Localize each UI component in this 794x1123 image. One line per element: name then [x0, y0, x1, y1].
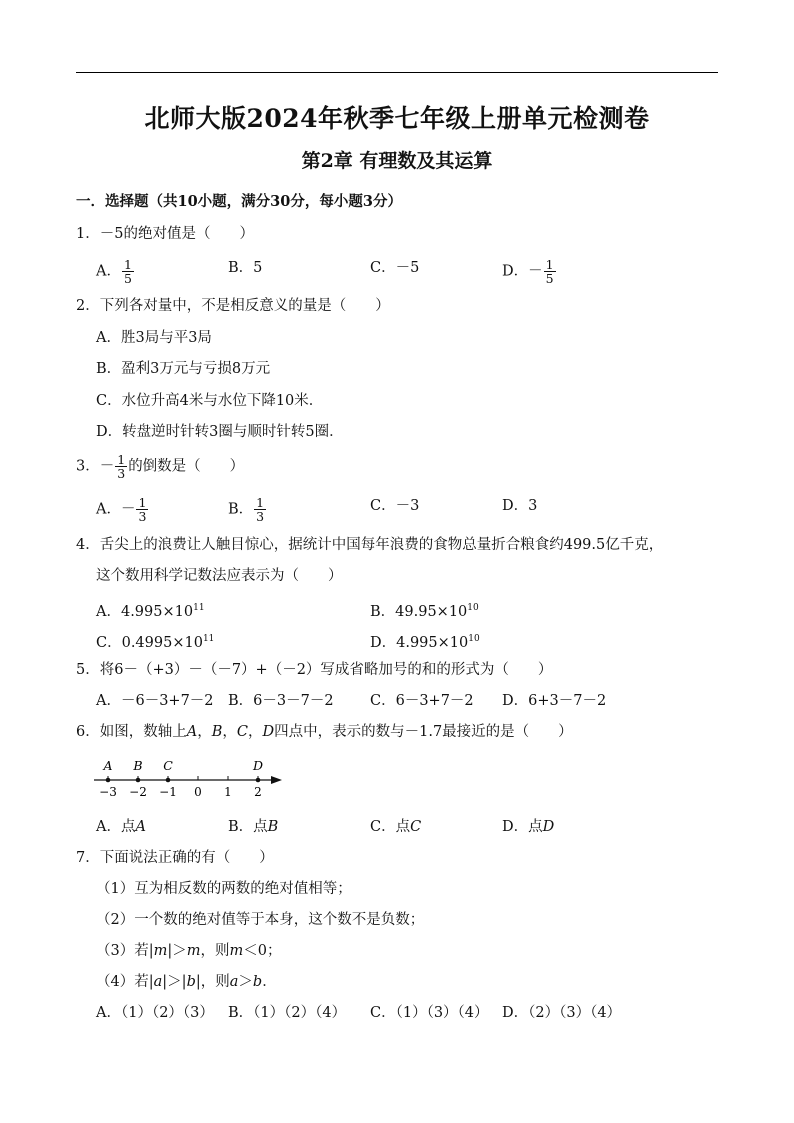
number-line-tick-label: −3 [99, 785, 117, 799]
number-line-point-label: C [163, 758, 173, 773]
q7-statement-3: （3）若|m|＞m，则m＜0； [96, 943, 282, 959]
number-line-point-label: D [252, 758, 264, 773]
q2-stem: 2．下列各对量中，不是相反意义的量是（ ） [76, 298, 390, 314]
q6-option-d: D．点D [502, 819, 555, 835]
q7-statement-4: （4）若|a|＞|b|，则a＞b． [96, 974, 277, 990]
q1-option-b: B．5 [228, 260, 263, 276]
number-line-tick-label: −1 [159, 785, 177, 799]
number-line-point [106, 778, 111, 783]
q7-option-b: B．（1）（2）（4） [228, 1005, 347, 1021]
number-line-figure [88, 752, 288, 808]
q5-option-c: C．6－3+7－2 [370, 693, 474, 709]
chapter-subtitle: 第2章 有理数及其运算 [301, 150, 493, 172]
q1-option-a: A． $\frac{1}{5}$ [96, 257, 132, 286]
q6-option-a: A．点A [96, 819, 146, 835]
q3-option-c: C．－3 [370, 498, 420, 514]
fraction: $\frac{1}{5}$ [123, 257, 132, 286]
number-line-tick-label: 0 [194, 785, 202, 799]
number-line-point [256, 778, 261, 783]
q7-option-c: C．（1）（3）（4） [370, 1005, 489, 1021]
q5-option-a: A．－6－3+7－2 [96, 693, 214, 709]
q4-stem-line1: 4．舌尖上的浪费让人触目惊心，据统计中国每年浪费的食物总量折合粮食约499.5亿千克， [76, 537, 664, 553]
header-rule [76, 72, 718, 73]
number-line-point-label: A [103, 758, 113, 773]
q7-option-a: A．（1）（2）（3） [96, 1005, 214, 1021]
fraction: $\frac{1}{3}$ [138, 495, 147, 524]
q3-option-b: B． $\frac{1}{3}$ [228, 495, 265, 524]
fraction: $\frac{1}{5}$ [545, 257, 554, 286]
q7-statement-2: （2）一个数的绝对值等于本身，这个数不是负数； [96, 912, 425, 928]
number-line-point-label: B [133, 758, 143, 773]
number-line-tick-label: 1 [224, 785, 232, 799]
number-line-point [166, 778, 171, 783]
number-line-tick-label: −2 [129, 785, 147, 799]
fraction: $\frac{1}{3}$ [256, 495, 265, 524]
q4-stem-line2: 这个数用科学记数法应表示为（ ） [96, 568, 343, 584]
number-line-point [136, 778, 141, 783]
q7-option-d: D．（2）（3）（4） [502, 1005, 622, 1021]
q2-option-d: D．转盘逆时针转3圈与顺时针转5圈． [96, 424, 344, 440]
q3-option-a: A．－ $\frac{1}{3}$ [96, 495, 147, 524]
q7-statement-1: （1）互为相反数的两数的绝对值相等； [96, 881, 352, 897]
q7-stem: 7．下面说法正确的有（ ） [76, 850, 274, 866]
q4-option-d: D．$4.995\times 10^{10}$ [370, 634, 480, 651]
q5-option-d: D．6+3－7－2 [502, 693, 607, 709]
section-heading: 一．选择题（共10小题，满分30分，每小题3分） [76, 193, 402, 210]
q4-option-a: A．$4.995\times 10^{11}$ [96, 603, 205, 620]
q6-option-c: C．点C [370, 819, 422, 835]
q2-option-a: A．胜3局与平3局 [96, 330, 212, 346]
q4-option-b: B．$49.95\times 10^{10}$ [370, 603, 479, 620]
q2-option-c: C．水位升高4米与水位下降10米． [96, 393, 324, 409]
q6-option-b: B．点B [228, 819, 279, 835]
q1-stem: 1．－5的绝对值是（ ） [76, 226, 254, 242]
q4-option-c: C．$0.4995\times 10^{11}$ [96, 634, 215, 651]
q3-stem: 3．－ $\frac{1}{3}$ 的倒数是（ ） [76, 452, 245, 481]
q3-option-d: D．3 [502, 498, 538, 514]
q1-option-c: C．－5 [370, 260, 420, 276]
number-line-tick-label: 2 [254, 785, 262, 799]
page-title: 北师大版2024年秋季七年级上册单元检测卷 [144, 104, 650, 133]
number-line-arrow [271, 776, 282, 784]
fraction: $\frac{1}{3}$ [117, 452, 126, 481]
q5-stem: 5．将6－（+3）－（－7）+（－2）写成省略加号的和的形式为（ ） [76, 662, 553, 678]
q6-stem: 6．如图，数轴上A，B，C，D四点中，表示的数与－1.7最接近的是（ ） [76, 724, 573, 740]
q5-option-b: B．6－3－7－2 [228, 693, 334, 709]
q2-option-b: B．盈利3万元与亏损8万元 [96, 361, 271, 377]
q1-option-d: D．－ $\frac{1}{5}$ [502, 257, 554, 286]
